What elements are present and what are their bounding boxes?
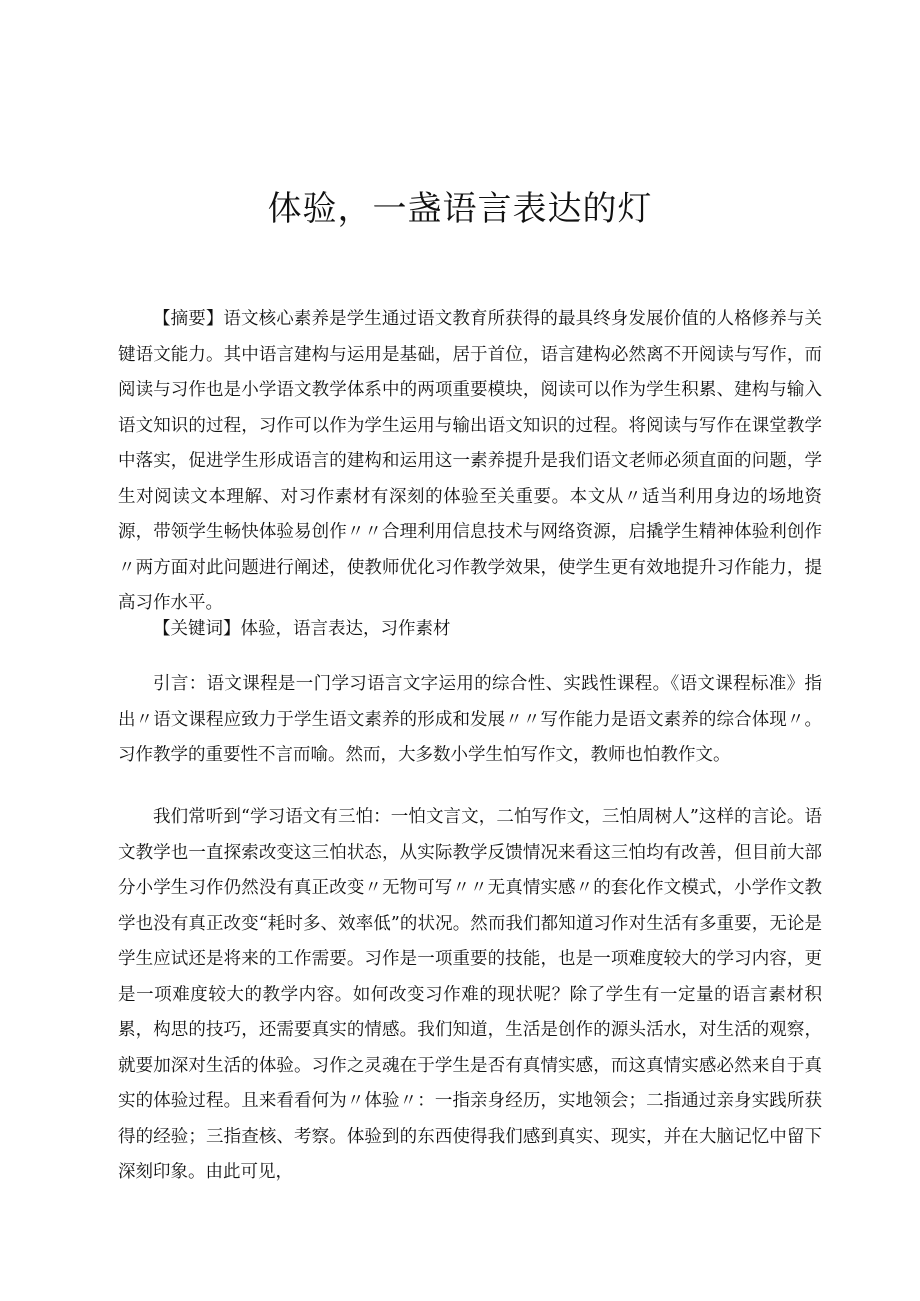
main-paragraph: 我们常听到“学习语文有三怕：一怕文言文，二怕写作文，三怕周树人”这样的言论。语文教学也一直探索改变这三怕状态，从实际教学反馈情况来看这三怕均有改善，但目前大部分小学生习作仍然没有真正改变〃无物可写〃〃无真情实感〃的套化作文模式，小学作文教学也没有真正改变“耗时多、效率低”的状况。然而我们都知道习作对生活有多重要，无论是学生应试还是将来的工作需要。习作是一项重要的技能，也是一项难度较大的学习内容，更是一项难度较大的教学内容。如何改变习作难的现状呢？除了学生有一定量的语言素材积累，构思的技巧，还需要真实的情感。我们知道，生活是创作的源头活水，对生活的观察，就要加深对生活的体验。习作之灵魂在于学生是否有真情实感，而这真情实感必然来自于真实的体验过程。且来看看何为〃体验〃：一指亲身经历，实地领会；二指通过亲身实践所获得的经验；三指查核、考察。体验到的东西使得我们感到真实、现实，并在大脑记忆中留下深刻印象。由此可见， — [118, 807, 822, 1182]
document-title: 体验，一盏语言表达的灯 — [267, 188, 653, 229]
keywords-paragraph: 【关键词】体验，语言表达，习作素材 — [153, 619, 451, 639]
abstract-paragraph: 【摘要】语文核心素养是学生通过语文教育所获得的最具终身发展价值的人格修养与关键语文能力。其中语言建构与运用是基础，居于首位，语言建构必然离不开阅读与写作，而阅读与习作也是小学语文教学体系中的两项重要模块，阅读可以作为学生积累、建构与输入语文知识的过程，习作可以作为学生运用与输出语文知识的过程。将阅读与写作在课堂教学中落实，促进学生形成语言的建构和运用这一素养提升是我们语文老师必须直面的问题，学生对阅读文本理解、对习作素材有深刻的体验至关重要。本文从〃适当利用身边的场地资源，带领学生畅快体验易创作〃〃合理利用信息技术与网络资源，启撬学生精神体验利创作〃两方面对此问题进行阐述，使教师优化习作教学效果，使学生更有效地提升习作能力，提高习作水平。 — [118, 309, 822, 613]
intro-paragraph: 引言：语文课程是一门学习语言文字运用的综合性、实践性课程。《语文课程标准》指出〃语文课程应致力于学生语文素养的形成和发展〃〃写作能力是语文素养的综合体现〃。习作教学的重要性不言而喻。然而，大多数小学生怕写作文，教师也怕教作文。 — [118, 674, 822, 765]
